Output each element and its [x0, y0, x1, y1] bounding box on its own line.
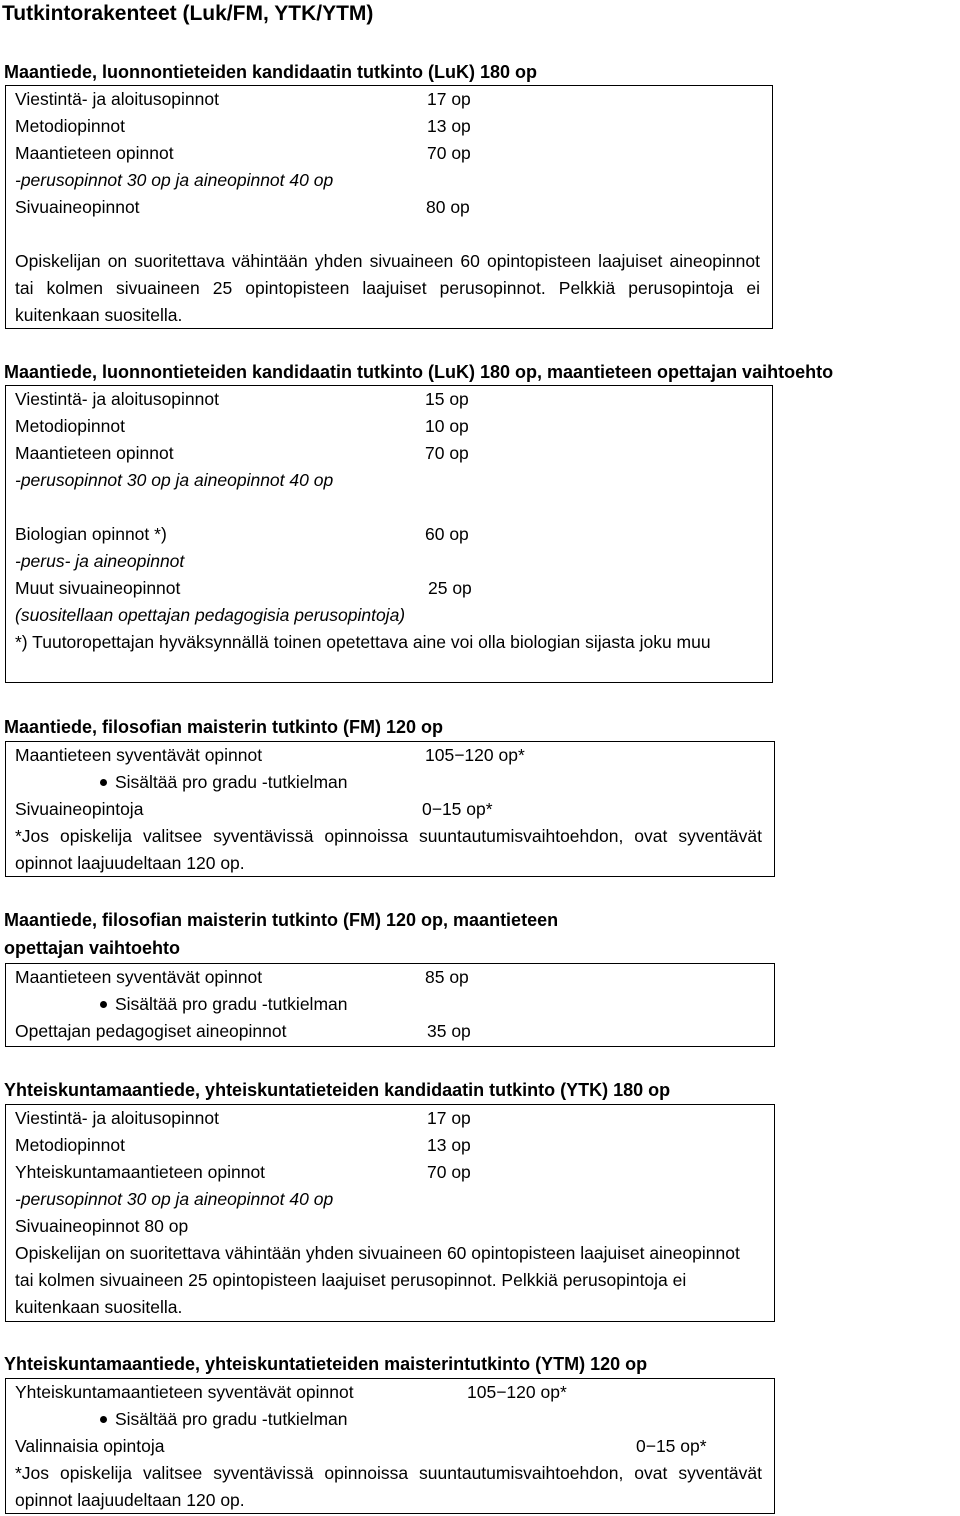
- page-title: Tutkintorakenteet (Luk/FM, YTK/YTM): [2, 2, 374, 25]
- row-label: -perusopinnot 30 op ja aineopinnot 40 op: [15, 470, 334, 490]
- row-value: 85 op: [425, 967, 469, 987]
- table-row: [15, 796, 765, 823]
- section-3-title: Maantiede, filosofian maisterin tutkinto (FM) 120 op: [4, 717, 444, 737]
- row-value: 80 op: [426, 197, 470, 217]
- table-row: [15, 167, 763, 194]
- row-value: 70 op: [427, 1162, 471, 1182]
- row-value: 25 op: [428, 578, 472, 598]
- bullet-text: Sisältää pro gradu -tutkielman: [115, 994, 348, 1014]
- row-label: Viestintä- ja aloitusopinnot: [15, 89, 219, 109]
- table-row: [15, 194, 763, 221]
- section-2-title: Maantiede, luonnontieteiden kandidaatin tutkinto (LuK) 180 op, maantieteen opettajan vaihtoehto: [4, 362, 834, 382]
- table-row: [15, 602, 763, 629]
- table-row: [15, 575, 763, 602]
- table-row: [15, 1159, 765, 1186]
- row-label: -perus- ja aineopinnot: [15, 551, 185, 571]
- table-row: [15, 413, 763, 440]
- row-label: Maantieteen opinnot: [15, 143, 174, 163]
- row-label: Muut sivuaineopinnot: [15, 578, 181, 598]
- section-5-note: Opiskelijan on suoritettava vähintään yhden sivuaineen 60 opintopisteen laajuiset aineopinnot tai kolmen sivuaineen 25 opintopisteen laajuiset perusopinnot. Pelkkiä perusopintoja ei kuitenkaan suositella.: [15, 1243, 740, 1317]
- table-row: [15, 1105, 765, 1132]
- table-row: [15, 386, 763, 413]
- table-row: [15, 521, 763, 548]
- row-value: 13 op: [427, 1135, 471, 1155]
- row-label: Biologian opinnot *): [15, 524, 167, 544]
- bullet-text: Sisältää pro gradu -tutkielman: [115, 772, 348, 792]
- row-value: 105−120 op*: [467, 1382, 567, 1402]
- section-2-note: *) Tuutoropettajan hyväksynnällä toinen opetettava aine voi olla biologian sijasta joku muu: [15, 632, 711, 652]
- row-label: Sivuaineopintoja: [15, 799, 144, 819]
- section-5-box: [5, 1104, 775, 1322]
- row-label: Yhteiskuntamaantieteen syventävät opinnot: [15, 1382, 354, 1402]
- row-value: 60 op: [425, 524, 469, 544]
- section-4-title-line1: Maantiede, filosofian maisterin tutkinto (FM) 120 op, maantieteen: [4, 910, 559, 930]
- section-6-title: Yhteiskuntamaantiede, yhteiskuntatieteiden maisterintutkinto (YTM) 120 op: [4, 1354, 648, 1374]
- row-value: 10 op: [425, 416, 469, 436]
- row-label: -perusopinnot 30 op ja aineopinnot 40 op: [15, 170, 334, 190]
- row-value: 17 op: [427, 1108, 471, 1128]
- row-label: -perusopinnot 30 op ja aineopinnot 40 op: [15, 1189, 334, 1209]
- section-5-title: Yhteiskuntamaantiede, yhteiskuntatieteiden kandidaatin tutkinto (YTK) 180 op: [4, 1080, 671, 1100]
- row-value: 70 op: [425, 443, 469, 463]
- table-row: [15, 742, 765, 769]
- row-label: Metodiopinnot: [15, 116, 125, 136]
- row-value: 0−15 op*: [422, 799, 493, 819]
- section-3-box: [5, 741, 775, 877]
- row-value: 15 op: [425, 389, 469, 409]
- table-row: [15, 113, 763, 140]
- table-row: [15, 86, 763, 113]
- table-row: [15, 964, 765, 991]
- row-label: (suositellaan opettajan pedagogisia perusopintoja): [15, 605, 406, 625]
- list-item: [15, 1406, 765, 1433]
- section-1-note: Opiskelijan on suoritettava vähintään yhden sivuaineen 60 opintopisteen laajuiset aineopinnot tai kolmen sivuaineen 25 opintopisteen laajuiset perusopinnot. Pelkkiä perusopintoja ei kuitenkaan suositella.: [15, 251, 760, 325]
- table-row: [15, 440, 763, 467]
- section-4-box: [5, 963, 775, 1047]
- table-row: [15, 467, 763, 494]
- row-value: 17 op: [427, 89, 471, 109]
- section-4-title-line2: opettajan vaihtoehto: [4, 938, 181, 958]
- table-row: [15, 1213, 765, 1240]
- section-6-note: *Jos opiskelija valitsee syventävissä opinnoissa suuntautumisvaihtoehdon, ovat syventävät opinnot laajuudeltaan 120 op.: [15, 1463, 762, 1510]
- section-2-box: [5, 385, 773, 683]
- section-6-box: [5, 1378, 775, 1514]
- table-row: [15, 1379, 765, 1406]
- row-label: Opettajan pedagogiset aineopinnot: [15, 1021, 287, 1041]
- section-3-note: *Jos opiskelija valitsee syventävissä opinnoissa suuntautumisvaihtoehdon, ovat syventävät opinnot laajuudeltaan 120 op.: [15, 826, 762, 873]
- row-value: 13 op: [427, 116, 471, 136]
- row-label: Maantieteen opinnot: [15, 443, 174, 463]
- table-row: [15, 1433, 765, 1460]
- row-label: Metodiopinnot: [15, 416, 125, 436]
- table-row: [15, 1186, 765, 1213]
- row-value: 70 op: [427, 143, 471, 163]
- row-label: Valinnaisia opintoja: [15, 1436, 165, 1456]
- row-label: Viestintä- ja aloitusopinnot: [15, 389, 219, 409]
- section-1-title: Maantiede, luonnontieteiden kandidaatin tutkinto (LuK) 180 op: [4, 62, 538, 82]
- table-row: [15, 1018, 765, 1045]
- row-value: 105−120 op*: [425, 745, 525, 765]
- row-label: Sivuaineopinnot: [15, 197, 140, 217]
- row-label: Yhteiskuntamaantieteen opinnot: [15, 1162, 266, 1182]
- list-item: [15, 991, 765, 1018]
- row-label: Viestintä- ja aloitusopinnot: [15, 1108, 219, 1128]
- row-label: Metodiopinnot: [15, 1135, 125, 1155]
- section-1-box: [5, 85, 773, 329]
- row-value: 0−15 op*: [636, 1436, 707, 1456]
- row-label: Sivuaineopinnot 80 op: [15, 1216, 189, 1236]
- bullet-text: Sisältää pro gradu -tutkielman: [115, 1409, 348, 1429]
- row-value: 35 op: [427, 1021, 471, 1041]
- table-row: [15, 1132, 765, 1159]
- table-row: [15, 548, 763, 575]
- list-item: [15, 769, 765, 796]
- row-label: Maantieteen syventävät opinnot: [15, 745, 263, 765]
- row-label: Maantieteen syventävät opinnot: [15, 967, 263, 987]
- table-row: [15, 140, 763, 167]
